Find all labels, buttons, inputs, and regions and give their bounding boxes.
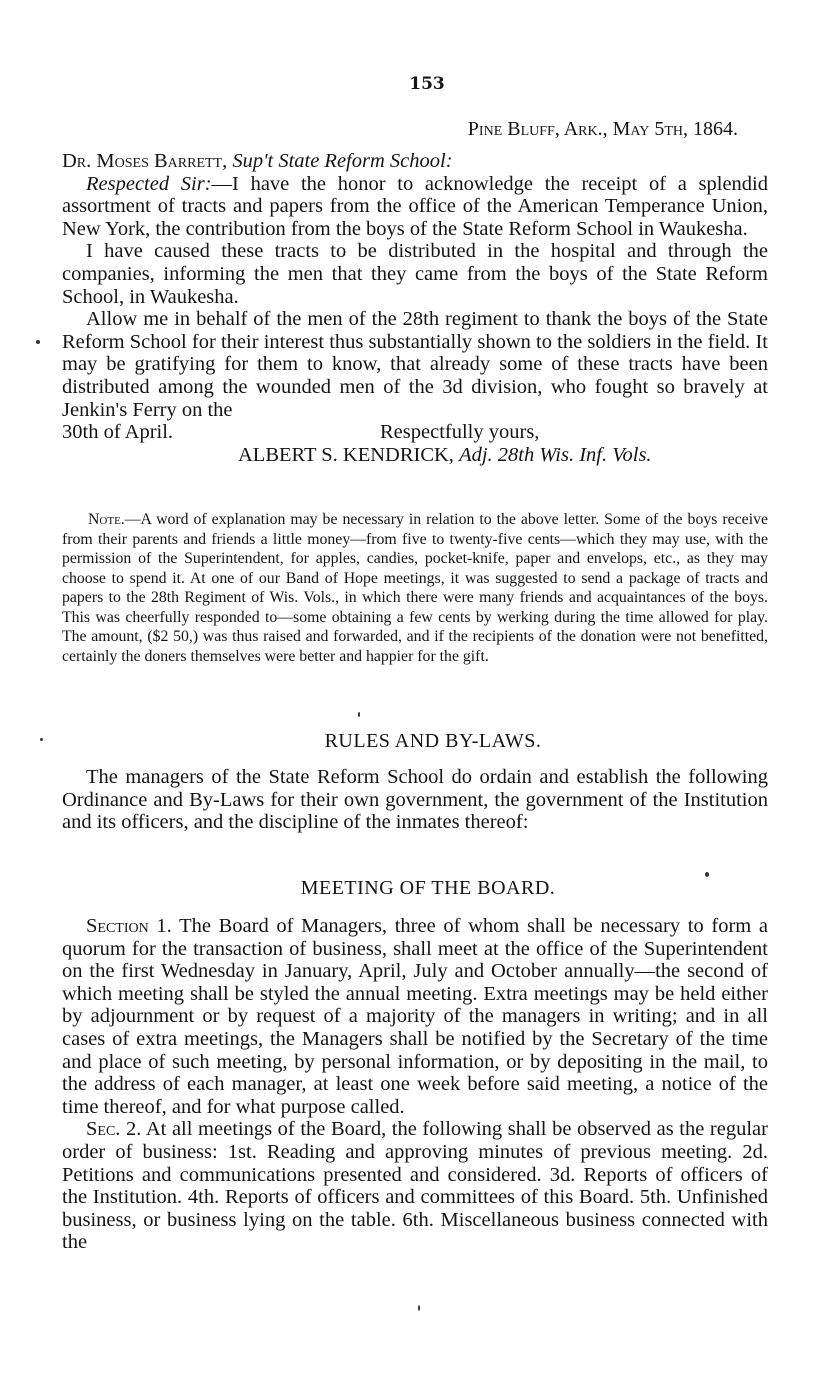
letter-signature <box>62 444 768 467</box>
addressee-name: Dr. Moses Barrett, <box>62 150 228 172</box>
salutation: Respected Sir: <box>86 172 212 195</box>
print-speck <box>418 1305 420 1311</box>
explanatory-note <box>62 510 768 666</box>
rules-intro-paragraph: The managers of the State Reform School do ordain and establish the following Ordinance and By-Laws for their own government, the government of the Institution and its officers, and the discipline of the inmates thereof: <box>62 766 768 834</box>
page-number: 153 <box>409 74 445 94</box>
section-2-text: At all meetings of the Board, the following shall be observed as the regular order of business: 1st. Reading and approving minutes of previous meeting. 2d. Petitions and communications presented and considered. 3d. Reports of officers of the Institution. 4th. Reports of officers and committees of this Board. 5th. Unfinished business, or business lying on the table. 6th. Miscellaneous business connected with the <box>62 1118 768 1254</box>
signer-title: Adj. 28th Wis. Inf. Vols. <box>459 443 652 466</box>
print-speck <box>40 738 43 741</box>
section-1-text: The Board of Managers, three of whom shall be necessary to form a quorum for the transaction of business, shall meet at the office of the Superintendent on the first Wednesday in January, April, July and October annually—the second of which meeting shall be styled the annual meeting. Extra meetings may be held either by adjournment or by request of a majority of the managers in writing; and in all cases of extra meetings, the Managers shall be notified by the Secretary of the time and place of such meeting, by personal information, or by depositing in the mail, to the address of each manager, at least one week before said meeting, a notice of the time thereof, and for what purpose called. <box>62 915 768 1118</box>
rules-heading: RULES AND BY-LAWS. <box>324 730 542 752</box>
letter-paragraph-3: Allow me in behalf of the men of the 28th regiment to thank the boys of the State Reform School for their interest thus substantially shown to the soldiers in the field. It may be gratifying for them to know, that already some of these tracts have been distributed among the wounded men of the 3d division, who fought so bravely at Jenkin's Ferry on the <box>62 308 768 421</box>
letter-paragraph-1 <box>62 173 768 241</box>
print-speck <box>358 712 360 717</box>
letter-paragraph-1-text: —I have the honor to acknowledge the receipt of a splendid assortment of tracts and papers from the office of the American Temperance Union, New York, the contribution from the boys of the State Reform School in Waukesha. <box>62 172 768 240</box>
bylaw-sections <box>62 915 768 1254</box>
letter-paragraph-2: I have caused these tracts to be distributed in the hospital and through the companies, informing the men that they came from the boys of the State Reform School, in Waukesha. <box>62 240 768 308</box>
letter-closing-row <box>62 421 768 444</box>
print-speck <box>36 340 40 344</box>
note-text: —A word of explanation may be necessary in relation to the above letter. Some of the boys receive from their parents and friends a little money—from five to twenty-five cents—which they may use, with the permission of the Superintendent, for apples, candies, pocket-knife, paper and envelops, etc., as they may choose to spend it. At one of our Band of Hope meetings, it was suggested to send a package of tracts and papers to the 28th Regiment of Wis. Vols., in which there were many friends and acquaintances of the boys. This was cheerfully responded to—some obtaining a few cents by werking during the time allowed for play. The amount, ($2 50,) was thus raised and forwarded, and if the recipients of the donation were not benefitted, certainly the doners themselves were better and happier for the gift. <box>62 511 768 665</box>
addressee-title: Sup't State Reform School: <box>232 150 453 172</box>
note-label: Note. <box>88 511 125 528</box>
letter <box>62 150 768 466</box>
section-1 <box>62 915 768 1118</box>
section-2 <box>62 1118 768 1254</box>
letter-paragraph-3-end: 30th of April. <box>62 421 174 444</box>
section-2-label: Sec. 2. <box>86 1118 142 1141</box>
letter-closing: Respectfully yours, <box>380 421 540 444</box>
note-paragraph <box>62 510 768 666</box>
rules-intro <box>62 766 768 834</box>
print-speck <box>705 872 709 877</box>
signer-name: ALBERT S. KENDRICK, <box>238 443 454 466</box>
letter-dateline: Pine Bluff, Ark., May 5th, 1864. <box>467 118 738 140</box>
meeting-heading: MEETING OF THE BOARD. <box>300 877 556 899</box>
letter-addressee <box>62 150 768 173</box>
section-1-label: Section 1. <box>86 915 172 937</box>
